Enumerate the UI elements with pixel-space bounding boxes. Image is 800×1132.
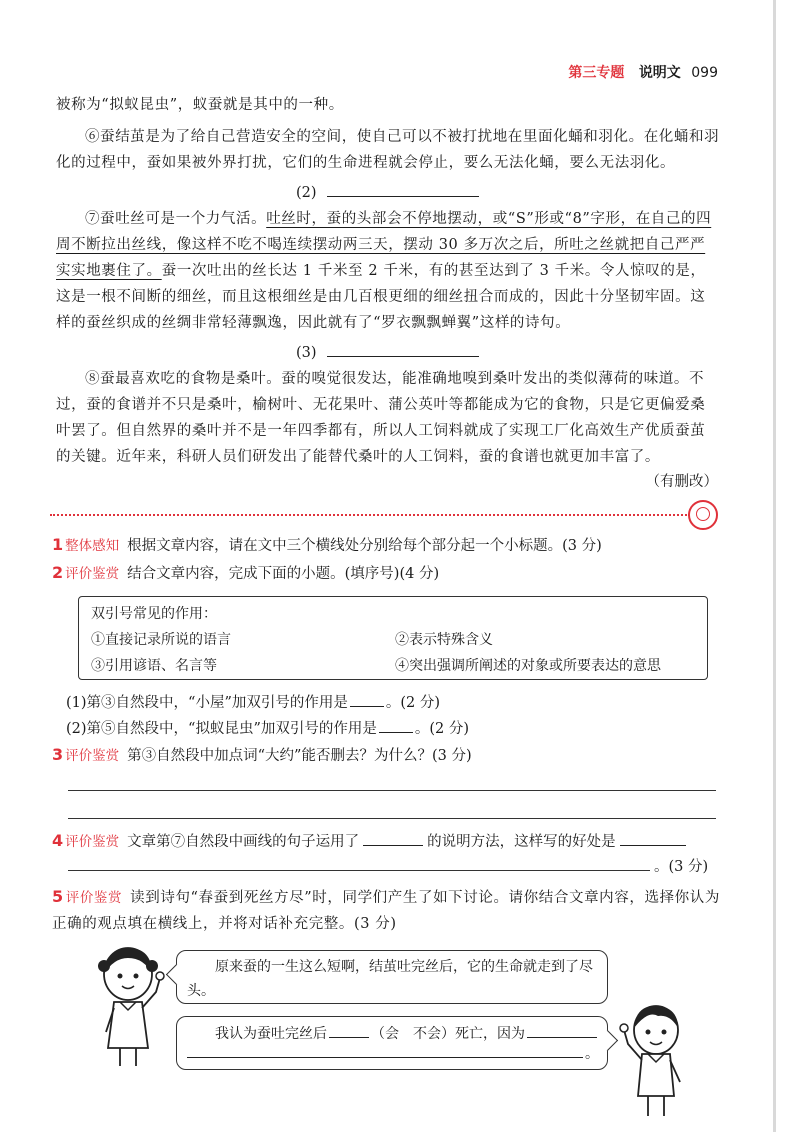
passage-line-0: 被称为“拟蚁昆虫”，蚁蚕就是其中的一种。 xyxy=(56,97,344,113)
quote-option-2: ②表示特殊含义 xyxy=(395,632,493,648)
quote-option-4: ④突出强调所阐述的对象或所要表达的意思 xyxy=(395,658,661,674)
quote-box-title: 双引号常见的作用： xyxy=(91,606,217,622)
subtitle-3-blank[interactable] xyxy=(327,340,479,357)
girl-bubble-tail xyxy=(166,964,187,985)
question-4-blank-benefit[interactable] xyxy=(620,829,686,846)
paragraph-7-rest: 蚕一次吐出的丝长达 1 千米至 2 千米，有的甚至达到了 3 千米。令人惊叹的是，这是一根不间断的细丝，而且这根细丝是由几百根更细的细丝扭合而成的，因此十分坚韧牢固。这样的蚕丝织成的丝绸非常轻薄飘逸，因此就有了“罗衣飘飘蝉翼”这样的诗句。 xyxy=(56,263,706,331)
question-2-type: 评价鉴赏 xyxy=(65,566,120,582)
girl-speech-bubble xyxy=(176,950,608,1004)
question-1-text: 根据文章内容，请在文中三个横线处分别给每个部分起一个小标题。(3 分) xyxy=(127,538,602,554)
page-header xyxy=(568,62,718,82)
boy-reason-blank-1[interactable] xyxy=(527,1021,597,1038)
page-number: 099 xyxy=(691,65,718,81)
paragraph-6: ⑥蚕结茧是为了给自己营造安全的空间，使自己可以不被打扰地在里面化蛹和羽化。在化蛹和羽化的过程中，蚕如果被外界打扰，它们的生命进程就会停止，要么无法化蛹，要么无法羽化。 xyxy=(56,129,720,171)
boy-speech-text-b: （会 不会）死亡，因为 xyxy=(371,1026,525,1042)
genre-label: 说明文 xyxy=(638,65,681,81)
answer-line-3b[interactable] xyxy=(68,818,716,819)
quote-function-box xyxy=(78,596,708,680)
boy-speech-bubble xyxy=(176,1016,608,1070)
paragraph-8: ⑧蚕最喜欢吃的食物是桑叶。蚕的嗅觉很发达，能准确地嗅到桑叶发出的类似薄荷的味道。不过，蚕的食谱并不只是桑叶，榆树叶、无花果叶、蒲公英叶等都能成为它的食物，只是它更偏爱桑叶罢了。但自然界的桑叶并不是一年四季都有，所以人工饲料就成了实现工厂化高效生产优质蚕茧的关键。近年来，科研人员们研发出了能替代桑叶的人工饲料，蚕的食谱也就更加丰富了。 xyxy=(56,371,706,465)
question-2 xyxy=(52,560,439,587)
subtitle-2-label: (2) xyxy=(296,185,317,201)
sub-question-2-1-score: 。(2 分) xyxy=(385,695,441,711)
subtitle-2-blank[interactable] xyxy=(327,180,479,197)
question-2-number: 2 xyxy=(52,563,64,582)
edit-note: （有删改） xyxy=(645,474,718,490)
question-5-text: 读到诗句“春蚕到死丝方尽”时，同学们产生了如下讨论。请你结合文章内容，选择你认为正确的观点填在横线上，并将对话补充完整。(3 分) xyxy=(52,890,720,932)
question-5-type: 评价鉴赏 xyxy=(65,890,123,906)
question-3-text: 第③自然段中加点词“大约”能否删去？为什么？(3 分) xyxy=(127,748,472,764)
boy-bubble-tail xyxy=(597,1030,618,1051)
subtitle-3 xyxy=(296,340,479,361)
sub-question-2-2-blank[interactable] xyxy=(379,716,413,733)
answer-line-4[interactable] xyxy=(68,870,650,871)
question-3 xyxy=(52,742,472,769)
girl-illustration xyxy=(94,944,166,1070)
question-4-type: 评价鉴赏 xyxy=(65,834,120,850)
sub-question-2-2-text: (2)第⑤自然段中，“拟蚁昆虫”加双引号的作用是 xyxy=(66,721,377,737)
question-1 xyxy=(52,532,602,559)
boy-illustration xyxy=(618,1000,690,1120)
sub-question-2-1 xyxy=(66,690,440,716)
page-edge xyxy=(773,0,776,1132)
answer-line-3a[interactable] xyxy=(68,790,716,791)
question-4-blank-method[interactable] xyxy=(363,829,423,846)
question-4-score: 。(3 分) xyxy=(654,859,709,875)
question-5 xyxy=(52,884,720,937)
quote-option-1: ①直接记录所说的语言 xyxy=(91,632,231,648)
quote-option-3: ③引用谚语、名言等 xyxy=(91,658,217,674)
question-5-number: 5 xyxy=(52,887,64,906)
question-1-number: 1 xyxy=(52,535,64,554)
sub-question-2-1-blank[interactable] xyxy=(350,690,384,707)
question-3-type: 评价鉴赏 xyxy=(65,748,120,764)
sub-question-2-2 xyxy=(66,716,469,742)
section-divider xyxy=(50,514,690,516)
decorative-seal-icon xyxy=(688,500,718,530)
question-1-type: 整体感知 xyxy=(65,538,120,554)
question-2-text: 结合文章内容，完成下面的小题。(填序号)(4 分) xyxy=(127,566,440,582)
boy-speech-line-1 xyxy=(187,1021,599,1046)
question-4-text-b: 的说明方法，这样写的好处是 xyxy=(427,834,616,850)
topic-label: 第三专题 xyxy=(568,65,625,81)
sub-question-2-1-text: (1)第③自然段中，“小屋”加双引号的作用是 xyxy=(66,695,348,711)
subtitle-2 xyxy=(296,180,479,201)
subtitle-3-label: (3) xyxy=(296,345,317,361)
paragraph-7-start: ⑦蚕吐丝可是一个力气活。 xyxy=(85,211,267,227)
boy-speech-end: 。 xyxy=(585,1046,599,1062)
boy-reason-blank-2[interactable] xyxy=(187,1057,583,1058)
question-3-number: 3 xyxy=(52,745,64,764)
boy-choice-blank[interactable] xyxy=(329,1021,369,1038)
sub-question-2-2-score: 。(2 分) xyxy=(414,721,470,737)
question-4 xyxy=(52,828,686,855)
question-4-text-a: 文章第⑦自然段中画线的句子运用了 xyxy=(127,834,360,850)
paragraph-7-underlined: 吐丝时，蚕的头部会不停地摆动，或“S”形或“8”字形，在自己的四周不断拉出丝线，像这样不吃不喝连续摆动两三天，摆动 30 多万次之后，所吐之丝就把自己严严实实地裹住了。 xyxy=(56,211,712,279)
paragraph-7 xyxy=(56,206,720,336)
boy-speech-text-a: 我认为蚕吐完丝后 xyxy=(215,1026,327,1042)
girl-speech-text: 原来蚕的一生这么短啊，结茧吐完丝后，它的生命就走到了尽头。 xyxy=(187,959,593,999)
question-4-number: 4 xyxy=(52,831,64,850)
